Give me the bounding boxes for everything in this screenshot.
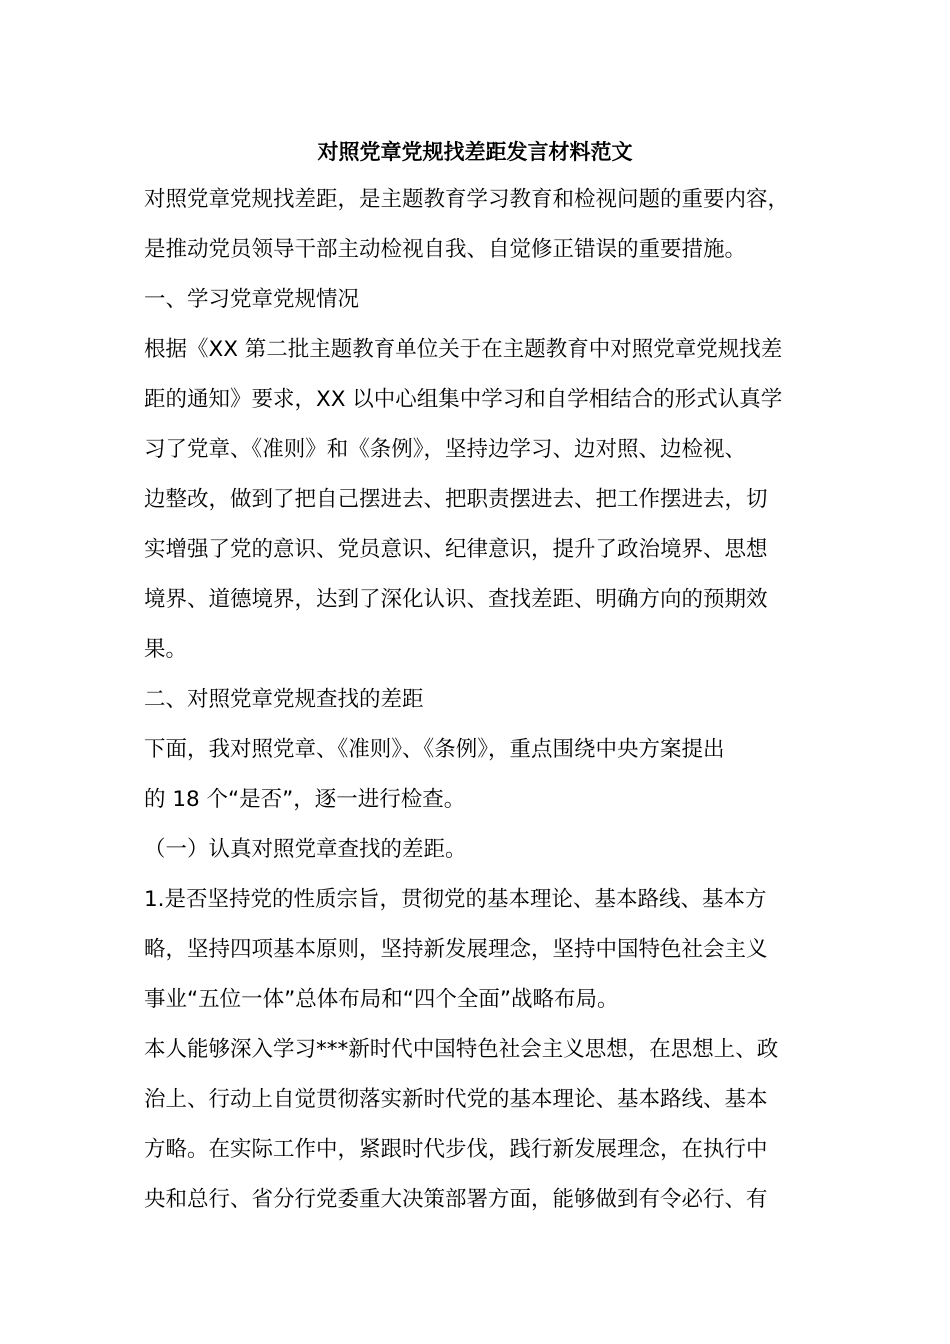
paragraph-line: 境界、道德境界，达到了深化认识、查找差距、明确方向的预期效 (144, 587, 768, 612)
paragraph-line: 实增强了党的意识、党员意识、纪律意识，提升了政治境界、思想 (144, 537, 768, 562)
paragraph-line: 的 18 个“是否”，逐一进行检查。 (144, 787, 466, 812)
item-line: 事业“五位一体”总体布局和“四个全面”战略布局。 (144, 987, 619, 1012)
section-heading-1: 一、学习党章党规情况 (144, 287, 360, 312)
subsection-heading: （一）认真对照党章查找的差距。 (144, 837, 467, 862)
paragraph-line: 央和总行、省分行党委重大决策部署方面，能够做到有令必行、有 (144, 1187, 768, 1212)
paragraph-line: 习了党章、《准则》和《条例》，坚持边学习、边对照、边检视、 (144, 437, 747, 462)
paragraph-line: 距的通知》要求，XX 以中心组集中学习和自学相结合的形式认真学 (144, 387, 783, 412)
paragraph-line: 治上、行动上自觉贯彻落实新时代党的基本理论、基本路线、基本 (144, 1087, 768, 1112)
paragraph-line: 边整改，做到了把自己摆进去、把职责摆进去、把工作摆进去，切 (144, 487, 768, 512)
intro-line-2: 是推动党员领导干部主动检视自我、自觉修正错误的重要措施。 (144, 237, 747, 262)
paragraph-line: 下面，我对照党章、《准则》、《条例》，重点围绕中央方案提出 (144, 737, 725, 762)
paragraph-line: 本人能够深入学习***新时代中国特色社会主义思想，在思想上、政 (144, 1037, 779, 1062)
paragraph-line: 果。 (144, 637, 188, 662)
document-title: 对照党章党规找差距发言材料范文 (317, 139, 633, 164)
item-line: 1.是否坚持党的性质宗旨，贯彻党的基本理论、基本路线、基本方 (144, 887, 767, 912)
section-heading-2: 二、对照党章党规查找的差距 (144, 687, 424, 712)
paragraph-line: 根据《XX 第二批主题教育单位关于在主题教育中对照党章党规找差 (144, 337, 783, 362)
item-line: 略，坚持四项基本原则，坚持新发展理念，坚持中国特色社会主义 (144, 937, 768, 962)
intro-line-1: 对照党章党规找差距，是主题教育学习教育和检视问题的重要内容， (144, 187, 790, 212)
paragraph-line: 方略。在实际工作中，紧跟时代步伐，践行新发展理念，在执行中 (144, 1137, 768, 1162)
